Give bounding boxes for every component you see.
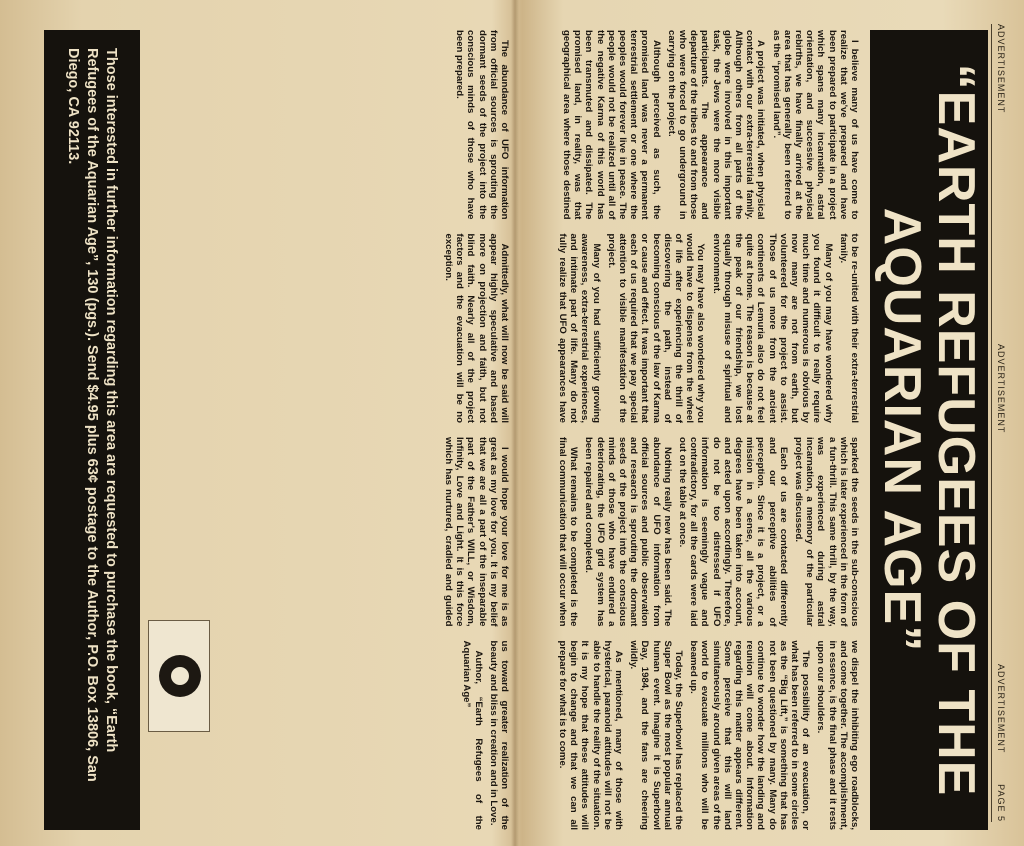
headline-line-2: AQUARIAN AGE” <box>873 207 931 653</box>
decorative-emblem-image <box>148 620 210 732</box>
article-continuation <box>158 30 510 830</box>
article-paragraph: I believe many of us have come to realize that we've prepared and have been prepared to participate in a project which spans many incarnation, astral orientation, and successive physical rebirths, we have finally arrived at the area that has generally been referred to as the “promised land”. <box>770 30 860 220</box>
article-paragraph: Many of you had sufficiently growing awareness, extra-terrestrial experiences, and intimate part of life. Many do not fully realize that UFO appearances have sparked the seeds in the sub-conscious which is later experienced in the form of a fun-thrill. This same thrill, by the way, was experienced during astral incarnation, a memory of the particular project was discussed. <box>556 233 860 627</box>
article-paragraph: Although perceived as such, the promised land was never a permanent terrestrial settlement or one where the peoples would forever live in peace. The people would not be realized until all of the negative Karma of this world has been transmuted and dissipated. The promised land, in reality, was that geographical area where those destined to be re-united with their extra-terrestrial family. <box>560 30 860 423</box>
article-paragraph: The abundance of UFO information from official sources is sprouting the dormant seeds of the project into the conscious minds of those who have been prepared. <box>454 30 510 220</box>
running-head-left: ADVERTISEMENT <box>996 24 1006 114</box>
article-paragraph: Many of you may have wondered why you found it difficult to really require much time and numerous is obvious by now many are not from earth, but volunteered for the project to assist. Those of us more from the ancient continents of Lemuria also do not feel quite at home. The reason is because at the peak of our friendship, we lost equally through misuse of spiritual and environment. <box>710 233 834 423</box>
emblem-ring-icon <box>159 655 201 697</box>
article-lower-section <box>40 30 510 830</box>
article-paragraph: As mentioned, many of those with hysterical, paranoid attitudes will not be able to handle the reality of the situation. It is my hope that these attitudes will begin to change and that we can all prepare for what is to come. <box>556 640 624 830</box>
article-paragraph: What remains to be completed is the final communication that will occur when we dispel the inhibiting ego roadblocks, and come together. The accomplishment, in essence, is the final phase and it rests upon our shoulders. <box>556 437 860 830</box>
article-author-credit: Author, “Earth Refugees of the Aquarian Age” <box>461 640 484 830</box>
article-paragraph: You may have also wondered why you would have to dispense from the wheel of life after experiencing the thrill of discovering the path, instead of becoming conscious of the law of Karma or cause and effect. It was important that each of us required that we pay special attention to visible manifestation of the project. <box>605 233 707 423</box>
article-body <box>520 30 860 830</box>
running-head <box>991 24 1006 822</box>
page-fold <box>511 0 519 846</box>
headline-line-1: “EARTH REFUGEES OF THE <box>927 63 985 797</box>
article-paragraph: The possibility of an evacuation, or what has been referred to in some circles as the “Big Lift,” is something that has not been questioned by many. Many do continue to wonder how the landing and reunion will come about. Information regarding this matter appears different. Some perceive that this will land simultaneously around given areas of the world to evacuate millions who will be beamed up. <box>688 640 812 830</box>
article-upper-section <box>518 30 988 830</box>
article-paragraph: Each of us are contacted differently and our perceptive abilities of perception. Since it is a project, or a mission in a sense, all the various degrees have been taken into account, and acted upon accordingly. Therefore, do not be too distressed if UFO information is seemingly vague and contradictory, for all the cards were laid out on the table at once. <box>676 437 789 627</box>
book-advertisement-band <box>44 30 140 830</box>
article-paragraph: A project was initiated, when physical contact with our extra-terrestrial family. Although others from all parts of the globe were involved in this important task, the Jews were the more visible participants. The appearance and departure of the tribes to and from those who were forced to go underground in carrying on the project. <box>665 30 767 220</box>
article-paragraph: Nothing really new has been said. The abundance of UFO information from official sources and public observation and research is sprouting the dormant seeds of the project into the conscious minds of those who have endured a deteriorating, the UFO grid system has been repaired and completed. <box>583 437 673 627</box>
article-paragraph: Today, the Superbowl has replaced the Super Bowl as the most popular annual human event. Imagine it is Superbowl Day, 1984, and the fans are cheering wildly. <box>628 640 684 830</box>
running-head-right: ADVERTISEMENT <box>996 664 1006 754</box>
page-number: PAGE 5 <box>996 784 1006 822</box>
headline-band <box>870 30 988 830</box>
advertisement-text: Those interested in further information regarding this area are requested to purchase the book, “Earth Refugees of the Aquarian Age”, 130 (pgs.). Send $4.95 plus 63¢ postage to the Author, P.O. Box 13806, San Diego, CA 92113. <box>65 48 120 782</box>
article-paragraph: Admittedly, what will now be said will appear highly speculative and based more on projection and faith, but not blind faith. Nearly all of the project factors and the evacuation will be no exception. <box>442 233 510 423</box>
running-head-center: ADVERTISEMENT <box>996 344 1006 434</box>
article-paragraph: I would hope your love for me is as great as my love for you. It is my belief that we are all a part of the inseparable part of the Father's WILL, or Wisdom, Infinity, Love and Light. It is this force which has nurtured, cradled and guided us toward greater realization of the beauty and bliss in creation and in Love. <box>442 437 510 830</box>
